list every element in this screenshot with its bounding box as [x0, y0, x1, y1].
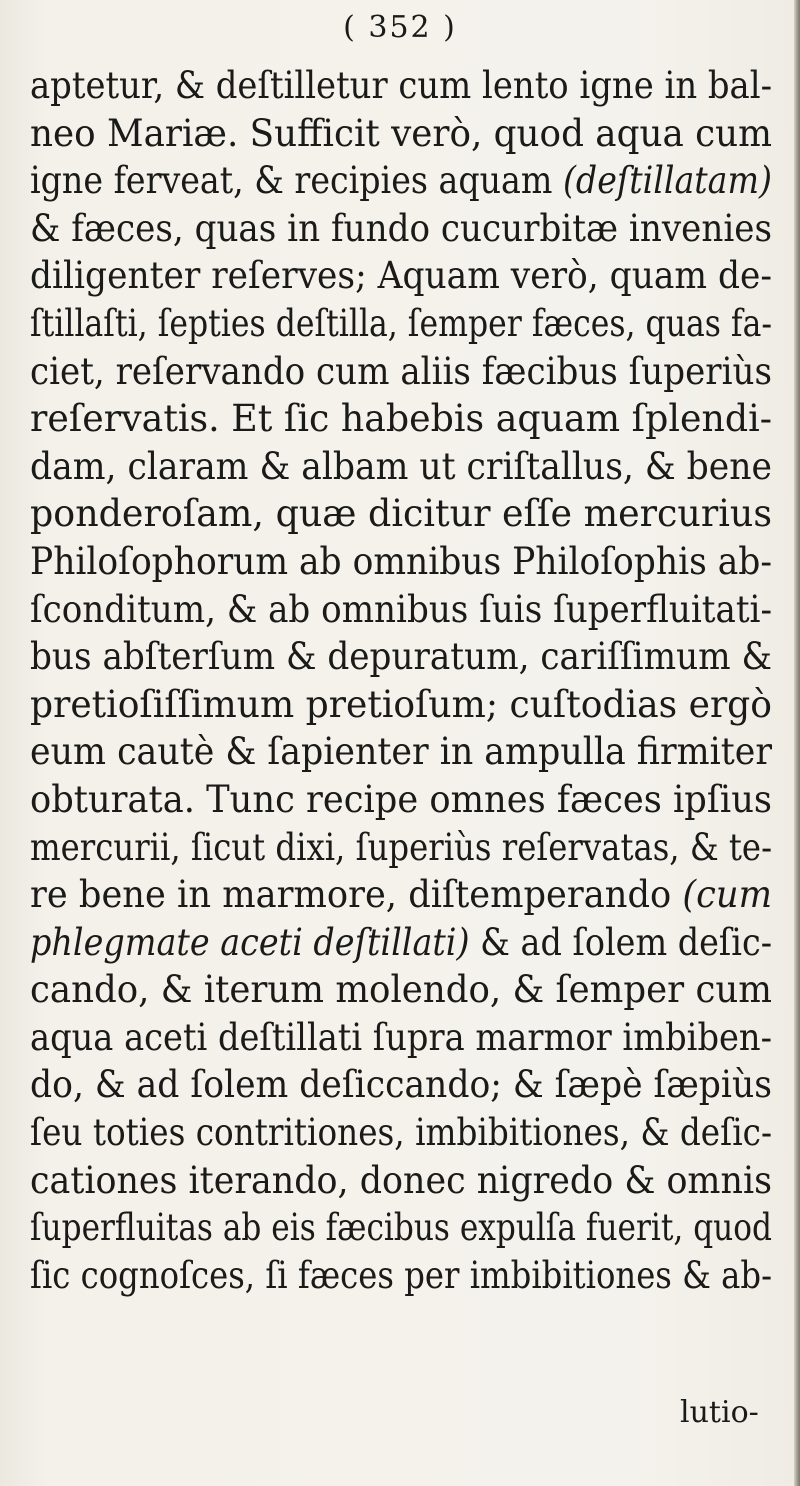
italic-span: (cum [682, 873, 772, 917]
text-line: aqua aceti deſtillati ſupra marmor imbiben- [30, 1015, 772, 1059]
text-line: ſuperfluitas ab eis fæcibus expulſa fuerit, quod [30, 1206, 772, 1250]
body-text [30, 62, 800, 1299]
text-line: eum cautè & ſapienter in ampulla firmiter [30, 730, 772, 774]
italic-span: (deſtillatam) [562, 159, 772, 203]
text-line: cationes iterando, donec nigredo & omnis [30, 1158, 772, 1202]
text-line: mercurii, ſicut dixi, ſuperiùs reſervatas, & te- [30, 825, 772, 869]
text-line [30, 157, 800, 205]
italic-span: phlegmate aceti deſtillati) [30, 920, 470, 964]
text-line: neo Mariæ. Sufficit verò, quod aqua cum [30, 111, 772, 155]
text-line: ſic cognoſces, ſi fæces per imbibitiones & ab- [30, 1253, 772, 1297]
text-line: ciet, reſervando cum aliis fæcibus ſuperiùs [30, 349, 772, 393]
text-line: ponderoſam, quæ dicitur eſſe mercurius [30, 492, 772, 536]
text-span: re bene in marmore, diſtemperando [30, 873, 683, 917]
text-line: ſconditum, & ab omnibus ſuis ſuperfluitati- [30, 587, 772, 631]
text-line [30, 871, 800, 919]
text-span: & ad ſolem deſic- [469, 920, 772, 964]
text-line: do, & ad ſolem deſiccando; & ſæpè ſæpiùs [30, 1063, 772, 1107]
text-line [30, 919, 800, 967]
text-line: reſervatis. Et ſic habebis aquam ſplendi- [30, 397, 772, 441]
text-span: igne ferveat, & recipies aquam [30, 159, 563, 203]
text-line: Philoſophorum ab omnibus Philoſophis ab- [30, 539, 772, 583]
text-line: obturata. Tunc recipe omnes fæces ipſius [30, 777, 772, 821]
text-line: pretioſiſſimum pretioſum; cuſtodias ergò [30, 682, 772, 726]
text-line: & fæces, quas in fundo cucurbitæ invenies [30, 206, 772, 250]
text-line: ſtillaſti, ſepties deſtilla, ſemper fæces, quas fa- [30, 301, 772, 345]
catchword: lutio- [680, 1395, 759, 1430]
page-number: ( 352 ) [343, 10, 457, 45]
text-line: bus abſterſum & depuratum, cariſſimum & [30, 635, 772, 679]
text-line: aptetur, & deſtilletur cum lento igne in bal- [30, 64, 772, 107]
text-line: diligenter reſerves; Aquam verò, quam de- [30, 254, 772, 298]
text-line: ſeu toties contritiones, imbibitiones, & deſic- [30, 1111, 772, 1155]
text-line: dam, claram & albam ut criſtallus, & bene [30, 444, 772, 488]
text-line: cando, & iterum molendo, & ſemper cum [30, 968, 772, 1012]
